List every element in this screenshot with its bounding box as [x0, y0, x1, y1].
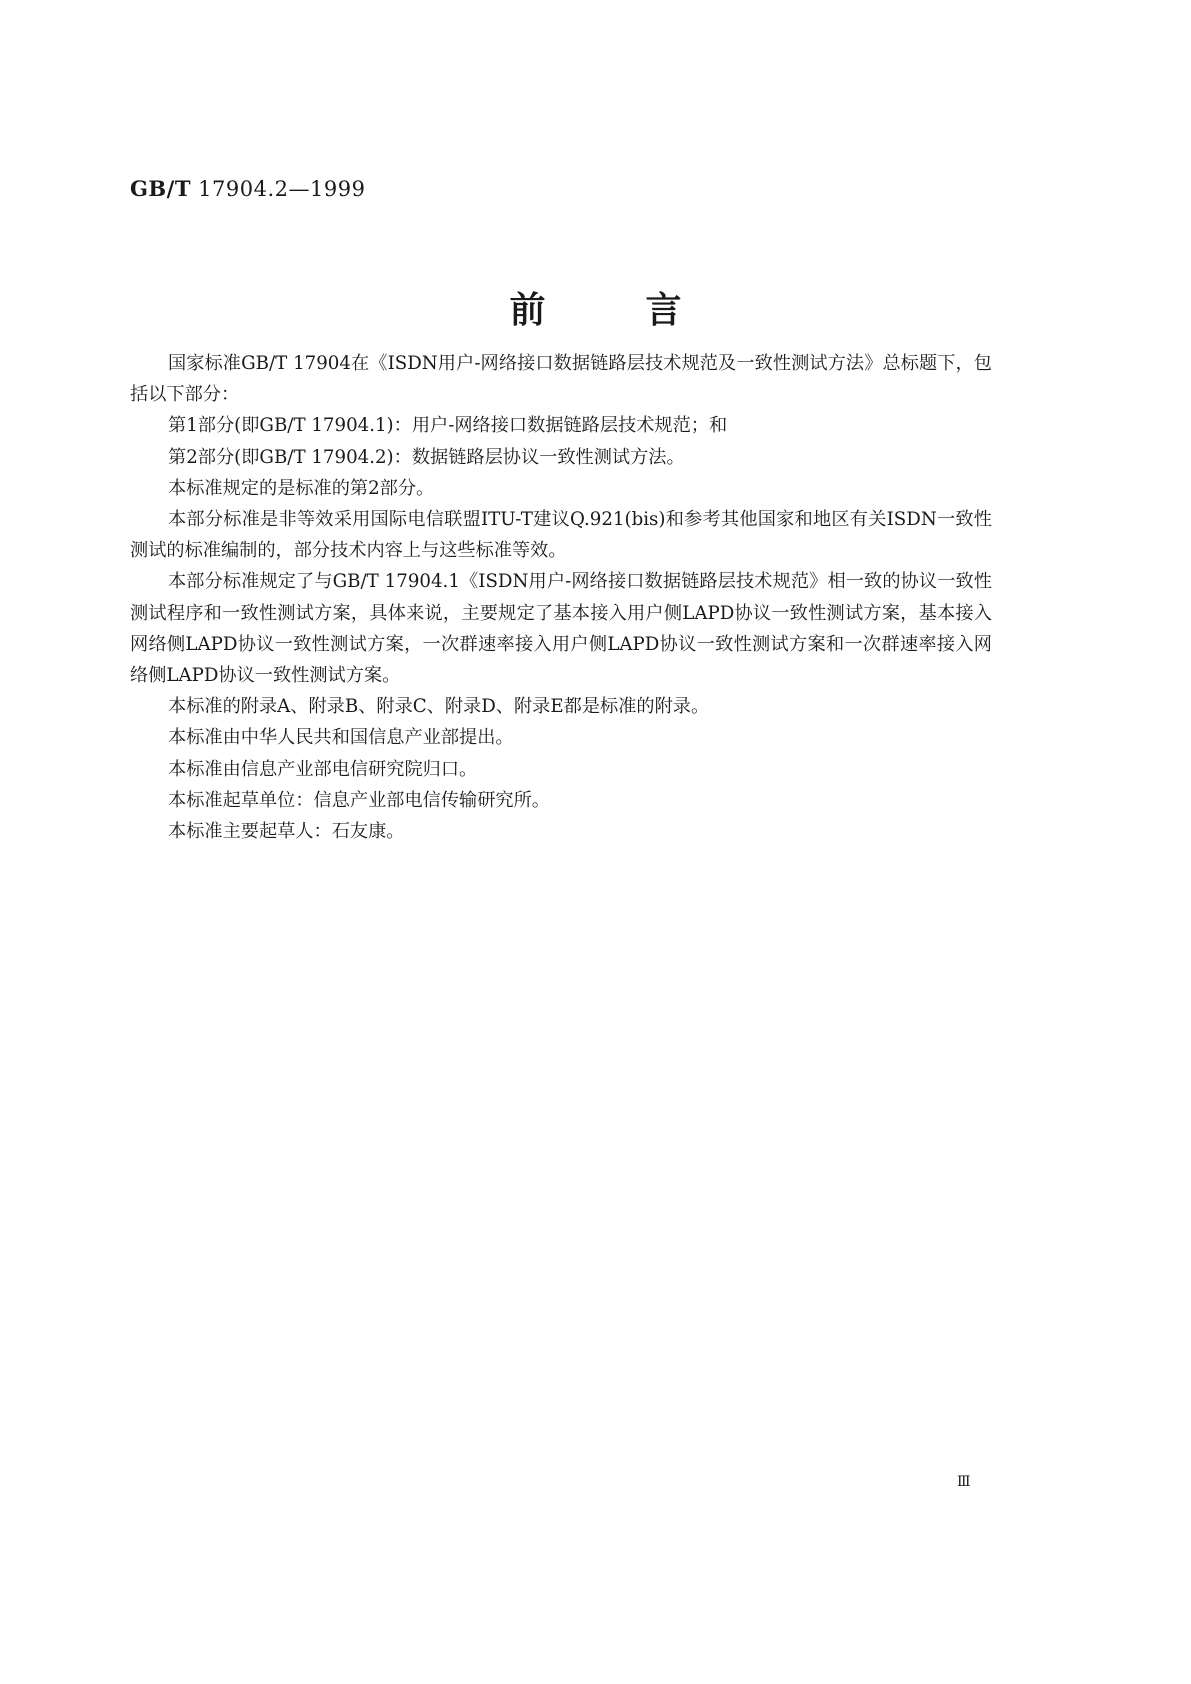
paragraph-11: 本标准主要起草人：石友康。 — [168, 821, 405, 843]
standard-code — [130, 176, 365, 201]
standard-prefix: GB/T — [130, 176, 191, 201]
page-title: 前言 — [509, 289, 782, 331]
paragraph-8: 本标准由中华人民共和国信息产业部提出。 — [168, 727, 514, 749]
paragraph-4: 本标准规定的是标准的第2部分。 — [168, 477, 435, 499]
standard-number: 17904.2—1999 — [198, 177, 366, 201]
page-number: Ⅲ — [957, 1474, 971, 1490]
paragraph-7: 本标准的附录A、附录B、附录C、附录D、附录E都是标准的附录。 — [168, 696, 710, 718]
paragraph-6: 本部分标准规定了与GB/T 17904.1《ISDN用户-网络接口数据链路层技术规范》相一致的协议一致性测试程序和一致性测试方案，具体来说，主要规定了基本接入用户侧LAPD协议一致性测试方案，基本接入网络侧LAPD协议一致性测试方案，一次群速率接入用户侧LAPD协议一致性测试方案和一次群速率接入网络侧LAPD协议一致性测试方案。 — [130, 571, 992, 687]
paragraph-2: 第1部分(即GB/T 17904.1)：用户-网络接口数据链路层技术规范；和 — [168, 415, 728, 437]
foreword-body — [130, 348, 992, 847]
paragraph-3: 第2部分(即GB/T 17904.2)：数据链路层协议一致性测试方法。 — [168, 446, 685, 468]
paragraph-5: 本部分标准是非等效采用国际电信联盟ITU-T建议Q.921(bis)和参考其他国家和地区有关ISDN一致性测试的标准编制的，部分技术内容上与这些标准等效。 — [130, 509, 992, 562]
paragraph-9: 本标准由信息产业部电信研究院归口。 — [168, 758, 478, 780]
paragraph-10: 本标准起草单位：信息产业部电信传输研究所。 — [168, 789, 550, 811]
paragraph-1: 国家标准GB/T 17904在《ISDN用户-网络接口数据链路层技术规范及一致性测试方法》总标题下，包括以下部分： — [130, 353, 992, 406]
